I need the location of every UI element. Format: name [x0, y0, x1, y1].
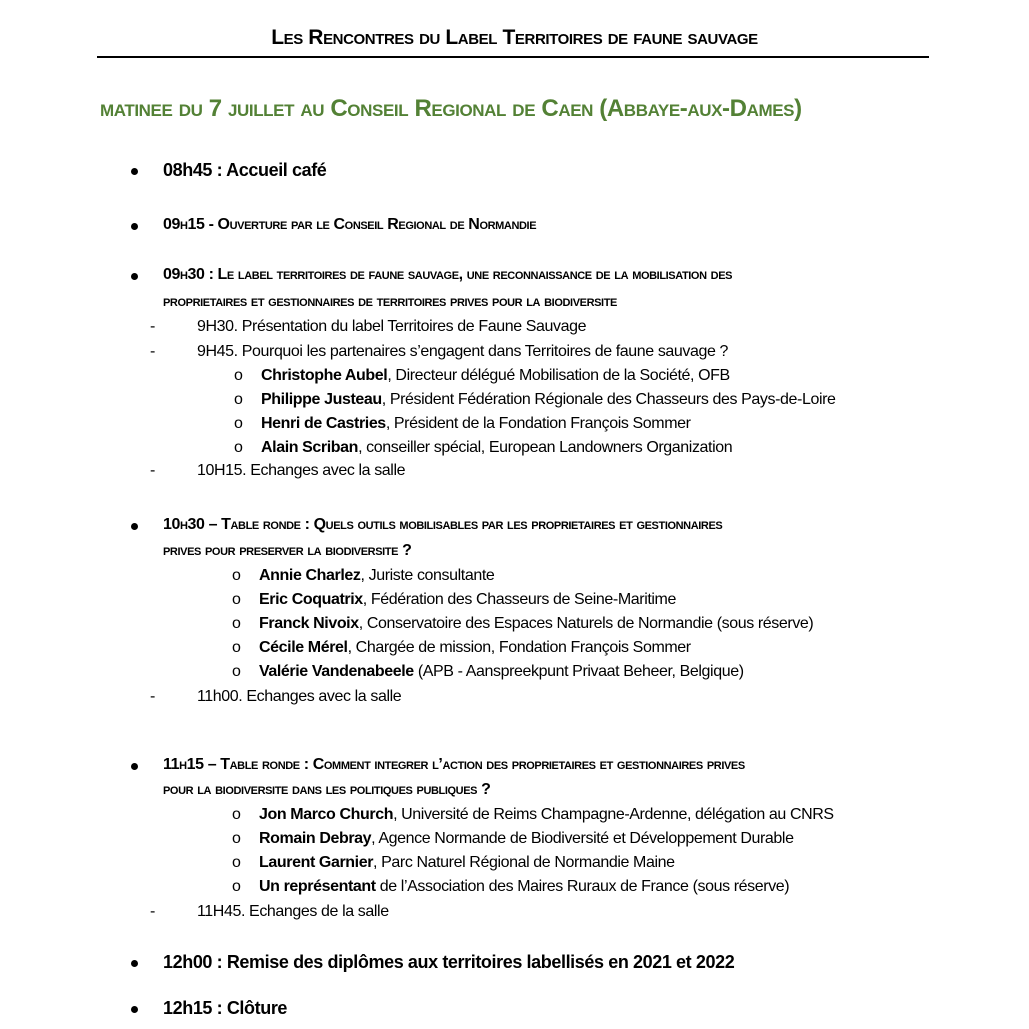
speaker-name: Eric Coquatrix [259, 591, 363, 608]
circle-bullet-icon: o [232, 878, 241, 895]
circle-bullet-icon: o [232, 663, 241, 680]
speaker-line [261, 414, 691, 434]
agenda-item: 09h15 - Ouverture par le Conseil Regional de Normandie [163, 216, 537, 233]
sub-item: 11H45. Echanges de la salle [197, 903, 389, 920]
sub-item: 11h00. Echanges avec la salle [197, 688, 402, 705]
bullet-icon [131, 523, 138, 530]
speaker-role: , Président de la Fondation François Sommer [385, 415, 691, 432]
agenda-item-cont: prives pour preserver la biodiversite ? [163, 542, 412, 559]
speaker-line [259, 805, 834, 825]
sub-item: 9H30. Présentation du label Territoires de Faune Sauvage [197, 318, 587, 335]
bullet-icon [131, 960, 138, 967]
bullet-icon [131, 273, 138, 280]
speaker-line [261, 366, 730, 386]
speaker-line [259, 590, 676, 610]
circle-bullet-icon: o [232, 806, 241, 823]
bullet-icon [131, 168, 138, 175]
agenda-item: 12h00 : Remise des diplômes aux territoires labellisés en 2021 et 2022 [163, 952, 735, 972]
bullet-icon [131, 763, 138, 770]
speaker-line [259, 853, 675, 873]
speaker-role: , Directeur délégué Mobilisation de la Société, OFB [387, 367, 730, 384]
speaker-role: , Chargée de mission, Fondation François Sommer [347, 639, 691, 656]
agenda-item: 09h30 : Le label territoires de faune sauvage, une reconnaissance de la mobilisation des [163, 266, 733, 283]
circle-bullet-icon: o [232, 567, 241, 584]
speaker-line [259, 877, 789, 897]
speaker-role: , Conservatoire des Espaces Naturels de Normandie (sous réserve) [358, 615, 814, 632]
speaker-name: Christophe Aubel [261, 367, 388, 384]
speaker-name: Cécile Mérel [259, 639, 348, 656]
dash-marker: - [150, 462, 155, 479]
circle-bullet-icon: o [234, 415, 243, 432]
speaker-name: Franck Nivoix [259, 615, 359, 632]
speaker-name: Annie Charlez [259, 567, 361, 584]
circle-bullet-icon: o [234, 439, 243, 456]
bullet-icon [131, 1006, 138, 1013]
speaker-line [259, 614, 813, 634]
document-title: Les Rencontres du Label Territoires de faune sauvage [271, 26, 758, 49]
dash-marker: - [150, 343, 155, 360]
speaker-name: Valérie Vandenabeele [259, 663, 414, 680]
agenda-item: 11h15 – Table ronde : Comment integrer l’action des proprietaires et gestionnaires prives [163, 756, 745, 773]
speaker-role: , Parc Naturel Régional de Normandie Maine [373, 854, 675, 871]
speaker-role: de l’Association des Maires Ruraux de France (sous réserve) [375, 878, 790, 895]
speaker-name: Romain Debray [259, 830, 372, 847]
dash-marker: - [150, 903, 155, 920]
speaker-name: Laurent Garnier [259, 854, 374, 871]
speaker-name: Alain Scriban [261, 439, 359, 456]
circle-bullet-icon: o [234, 367, 243, 384]
speaker-line [259, 638, 691, 658]
speaker-line [261, 390, 836, 410]
speaker-role: , Fédération des Chasseurs de Seine-Maritime [362, 591, 676, 608]
agenda-item-cont: pour la biodiversite dans les politiques publiques ? [163, 781, 491, 798]
dash-marker: - [150, 318, 155, 335]
speaker-line [259, 662, 744, 682]
sub-item: 10H15. Echanges avec la salle [197, 462, 406, 479]
circle-bullet-icon: o [232, 591, 241, 608]
speaker-line [259, 566, 494, 586]
circle-bullet-icon: o [232, 615, 241, 632]
circle-bullet-icon: o [232, 830, 241, 847]
agenda-item: 10h30 – Table ronde : Quels outils mobilisables par les proprietaires et gestionnaires [163, 516, 723, 533]
speaker-line [259, 829, 794, 849]
circle-bullet-icon: o [234, 391, 243, 408]
speaker-name: Henri de Castries [261, 415, 386, 432]
agenda-item-cont: proprietaires et gestionnaires de territoires prives pour la biodiversite [163, 293, 617, 310]
speaker-line [261, 438, 732, 458]
speaker-name: Jon Marco Church [259, 806, 394, 823]
speaker-role: , Agence Normande de Biodiversité et Développement Durable [371, 830, 794, 847]
agenda-item: 12h15 : Clôture [163, 998, 288, 1018]
speaker-role: (APB - Aanspreekpunt Privaat Beheer, Belgique) [413, 663, 744, 680]
speaker-role: , conseiller spécial, European Landowners Organization [358, 439, 733, 456]
title-rule [97, 56, 929, 58]
circle-bullet-icon: o [232, 639, 241, 656]
speaker-role: , Juriste consultante [360, 567, 495, 584]
speaker-name: Un représentant [259, 878, 376, 895]
section-heading: matinee du 7 juillet au Conseil Regional de Caen (Abbaye-aux-Dames) [100, 95, 802, 122]
bullet-icon [131, 223, 138, 230]
speaker-name: Philippe Justeau [261, 391, 382, 408]
circle-bullet-icon: o [232, 854, 241, 871]
speaker-role: , Président Fédération Régionale des Chasseurs des Pays-de-Loire [381, 391, 836, 408]
speaker-role: , Université de Reims Champagne-Ardenne, délégation au CNRS [393, 806, 834, 823]
agenda-item: 08h45 : Accueil café [163, 160, 327, 180]
sub-item: 9H45. Pourquoi les partenaires s’engagent dans Territoires de faune sauvage ? [197, 343, 729, 360]
dash-marker: - [150, 688, 155, 705]
